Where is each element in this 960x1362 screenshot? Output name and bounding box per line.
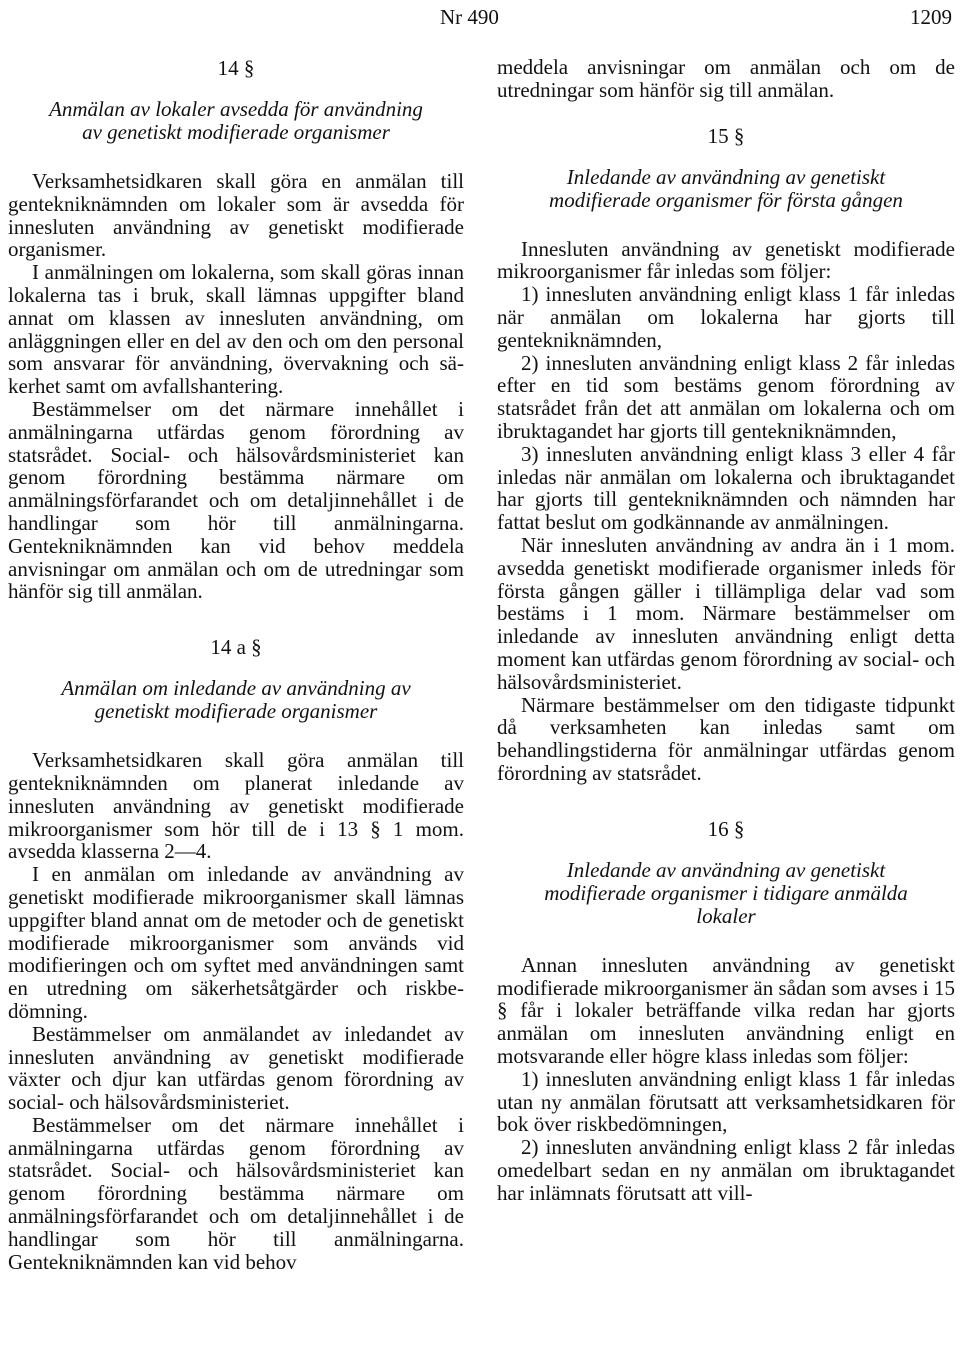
heading-line: Anmälan av lokaler avsedda för användning	[49, 97, 423, 121]
section-15-title: 15 §	[707, 123, 745, 148]
page-number: 1209	[910, 5, 952, 29]
heading-line: modifierade organismer i tidigare anmälda	[544, 880, 908, 905]
paragraph: 1) innesluten användning enligt klass 1 får inledas när anmälan om lokalerna har gjorts till gentekniknämnden,	[497, 282, 955, 352]
paragraph: Bestämmelser om det närmare innehållet i anmälningarna utfärdas genom förordning av statsrådet. Social- och hälsovårdsministeriet kan genom förordning bestämma närmare om anmälningsförfarandet och om detaljinnehållet i de handlingar som hör till anmälningarna. Gentekniknämnden kan vid behov meddela anvisningar om anmälan och om de utredningar som hänför sig till anmälan.	[8, 396, 464, 604]
heading-line: Inledande av användning av genetiskt	[566, 164, 886, 189]
paragraph: 1) innesluten användning enligt klass 1 får inledas utan ny anmälan förutsatt att verksamhetsidkaren för bok över riskbedömningen,	[497, 1066, 955, 1137]
paragraph: När innesluten användning av andra än i 1 mom. avsedda genetiskt modifierade organismer inleds för första gången gäller i tillämpliga delar vad som bestäms i 1 mom. Närmare bestämmelser om inledande av innesluten användning enligt detta moment kan utfärdas genom förordning av social- och hälsovårdsministeriet.	[497, 532, 955, 694]
paragraph: I en anmälan om inledande av användning av genetiskt modifierade mikroorganismer skall lämnas uppgifter bland annat om de metoder och de genetiskt modifierade mikroorganismer som används vid modifieringen och om syftet med användningen samt en utredning om säkerhetsåtgärder och riskbedömning.	[8, 862, 464, 1023]
paragraph: Innesluten användning av genetiskt modifierade mikroorganismer får inledas som följer:	[497, 236, 955, 284]
heading-line: Anmälan om inledande av användning av	[61, 676, 411, 701]
continued-paragraph: meddela anvisningar om anmälan och om de utredningar som hänför sig till anmälan.	[497, 55, 955, 102]
paragraph: 2) innesluten användning enligt klass 2 får inledas omedelbart sedan en ny anmälan om ibruktagandet har inlämnats förutsatt att vill-	[497, 1135, 955, 1205]
paragraph: I anmälningen om lokalerna, som skall göras innan lokalerna tas i bruk, skall lämnas uppgifter bland annat om klassen av innesluten användning, om anläggningen eller en del av den och om den personal som ansvarar för användning, övervakning och säkerhet samt om avfallshantering.	[8, 260, 464, 399]
page-header	[0, 0, 960, 36]
section-14a-heading	[8, 677, 464, 723]
paragraph: Bestämmelser om anmälandet av inledandet av innesluten användning av genetiskt modifierade växter och djur kan utfärdas genom förordning av social- och hälsovårdsministeriet.	[8, 1021, 464, 1115]
heading-line: genetiskt modifierade organismer	[94, 699, 378, 724]
right-column	[497, 56, 955, 1204]
section-14a-title: 14 a §	[210, 635, 262, 660]
left-column	[8, 56, 464, 1273]
paragraph: Annan innesluten användning av genetiskt modifierade mikroorganismer än sådan som avses i 15 § får i lokaler beträffande vilka redan har gjorts anmälan om innesluten användning enligt en motsvarande eller högre klass inledas som följer:	[497, 952, 955, 1068]
section-16-title: 16 §	[707, 816, 745, 841]
section-16-heading	[497, 859, 955, 928]
heading-line: modifierade organismer för första gången	[549, 187, 903, 212]
section-14-title: 14 §	[217, 56, 255, 80]
journal-number: Nr 490	[440, 5, 499, 29]
paragraph: Bestämmelser om det närmare innehållet i anmälningarna utfärdas genom förordning av statsrådet. Social- och hälsovårdsministeriet kan genom förordning bestämma närmare om anmälningsförfarandet och om detaljinnehållet i de handlingar som hör till anmälningarna. Gentekniknämnden kan vid behov	[8, 1112, 464, 1274]
paragraph: Verksamhetsidkaren skall göra anmälan till gentekniknämnden om planerat inledande av innesluten användning av genetiskt modifierade mikroorganismer som hör till de i 13 § 1 mom. avsedda klasserna 2—4.	[8, 748, 464, 864]
paragraph: 2) innesluten användning enligt klass 2 får inledas efter en tid som bestäms genom förordning av statsrådet från det att anmälan om lokalerna och om ibruktagandet har gjorts till gentekniknämnden,	[497, 350, 955, 443]
paragraph: Närmare bestämmelser om den tidigaste tidpunkt då verksamheten kan inledas samt om behandlingstiderna för anmälningar utfärdas genom förordning av statsrådet.	[497, 692, 955, 785]
heading-line: Inledande av användning av genetiskt	[566, 857, 886, 882]
paragraph: 3) innesluten användning enligt klass 3 eller 4 får inledas när anmälan om lokalerna och ibruktagandet har gjorts till gentekniknämnden och nämnden har fattat beslut om godkännande av anmälningen.	[497, 441, 955, 535]
heading-line: lokaler	[696, 903, 756, 928]
section-15-heading	[497, 166, 955, 212]
section-14-heading	[8, 98, 464, 144]
heading-line: av genetiskt modifierade organismer	[82, 120, 390, 144]
paragraph: Verksamhetsidkaren skall göra en anmälan till gentekniknämnden om lokaler som är avsedda för innesluten användning av genetiskt modifierade organismer.	[8, 169, 464, 262]
